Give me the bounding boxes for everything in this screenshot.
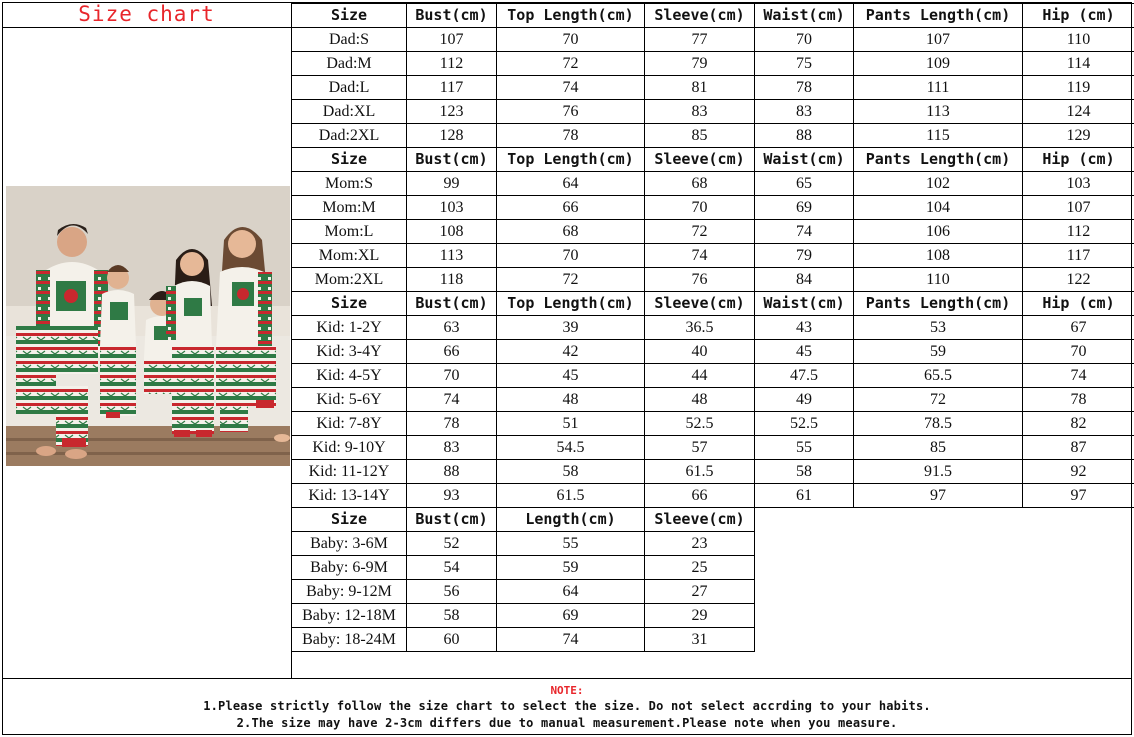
table-cell: 117 (1023, 244, 1134, 268)
header-cell: Pants Length(cm) (854, 4, 1023, 28)
table-row (292, 316, 1134, 340)
table-cell: 52.5 (755, 412, 854, 436)
table-row (292, 388, 1134, 412)
table-row (292, 100, 1134, 124)
table-cell: Baby: 9-12M (292, 580, 407, 604)
table-cell: 106 (854, 220, 1023, 244)
header-cell: Hip (cm) (1023, 4, 1134, 28)
header-cell: Sleeve(cm) (645, 292, 755, 316)
table-cell: 54 (407, 556, 497, 580)
size-chart-title: Size chart (78, 2, 215, 26)
table-cell: 74 (755, 220, 854, 244)
table-cell: 45 (755, 340, 854, 364)
table-cell: Kid: 9-10Y (292, 436, 407, 460)
table-row (292, 28, 1134, 52)
table-cell: 72 (854, 388, 1023, 412)
table-cell: 104 (854, 196, 1023, 220)
table-cell: 74 (1023, 364, 1134, 388)
table-row (292, 76, 1134, 100)
header-cell: Top Length(cm) (497, 148, 645, 172)
table-cell: 78.5 (854, 412, 1023, 436)
table-cell: 103 (1023, 172, 1134, 196)
table-row (292, 484, 1134, 508)
table-cell: Kid: 3-4Y (292, 340, 407, 364)
header-row-kid (292, 292, 1134, 316)
header-cell: Hip (cm) (1023, 292, 1134, 316)
table-row (292, 340, 1134, 364)
table-cell: 91.5 (854, 460, 1023, 484)
note-line-2: 2.The size may have 2-3cm differs due to manual measurement.Please note when you measure. (236, 716, 898, 730)
table-cell: 115 (854, 124, 1023, 148)
empty-area (755, 580, 1134, 604)
table-cell: 74 (497, 76, 645, 100)
table-cell: 44 (645, 364, 755, 388)
empty-area (755, 628, 1134, 652)
header-cell: Hip (cm) (1023, 148, 1134, 172)
table-cell: 75 (755, 52, 854, 76)
header-cell: Waist(cm) (755, 4, 854, 28)
table-cell: 27 (645, 580, 755, 604)
header-row-mom (292, 148, 1134, 172)
table-cell: 112 (1023, 220, 1134, 244)
table-cell: 97 (854, 484, 1023, 508)
table-cell: 103 (407, 196, 497, 220)
table-cell: 60 (407, 628, 497, 652)
table-row (292, 556, 1134, 580)
table-cell: 118 (407, 268, 497, 292)
table-row (292, 244, 1134, 268)
table-cell: 55 (497, 532, 645, 556)
table-cell: 56 (407, 580, 497, 604)
table-cell: 81 (645, 76, 755, 100)
header-cell: Pants Length(cm) (854, 148, 1023, 172)
table-cell: Mom:L (292, 220, 407, 244)
table-cell: 53 (854, 316, 1023, 340)
note-section (2, 678, 1132, 735)
table-cell: 114 (1023, 52, 1134, 76)
table-cell: 117 (407, 76, 497, 100)
header-cell: Top Length(cm) (497, 292, 645, 316)
table-cell: Kid: 1-2Y (292, 316, 407, 340)
table-cell: 99 (407, 172, 497, 196)
table-cell: 102 (854, 172, 1023, 196)
table-cell: 72 (497, 268, 645, 292)
table-cell: 112 (407, 52, 497, 76)
table-cell: 87 (1023, 436, 1134, 460)
table-cell: 79 (645, 52, 755, 76)
table-cell: 61 (755, 484, 854, 508)
table-row (292, 604, 1134, 628)
table-cell: 110 (1023, 28, 1134, 52)
table-cell: 66 (407, 340, 497, 364)
table-cell: 52 (407, 532, 497, 556)
table-cell: 31 (645, 628, 755, 652)
table-cell: 58 (407, 604, 497, 628)
header-cell: Size (292, 4, 407, 28)
table-cell: 129 (1023, 124, 1134, 148)
table-cell: 64 (497, 172, 645, 196)
note-title: NOTE: (550, 684, 584, 697)
header-cell: Sleeve(cm) (645, 4, 755, 28)
family-pajamas-photo (6, 186, 290, 466)
table-cell: 78 (407, 412, 497, 436)
table-cell: 59 (854, 340, 1023, 364)
table-cell: 85 (854, 436, 1023, 460)
table-cell: 61.5 (497, 484, 645, 508)
table-cell: 68 (645, 172, 755, 196)
note-line-1: 1.Please strictly follow the size chart to select the size. Do not select accrding to your habits. (203, 699, 931, 713)
table-cell: 109 (854, 52, 1023, 76)
table-cell: 42 (497, 340, 645, 364)
header-cell: Waist(cm) (755, 292, 854, 316)
table-cell: Baby: 12-18M (292, 604, 407, 628)
table-cell: 70 (645, 196, 755, 220)
table-cell: 76 (645, 268, 755, 292)
table-cell: 58 (755, 460, 854, 484)
table-cell: 40 (645, 340, 755, 364)
header-cell: Sleeve(cm) (645, 148, 755, 172)
table-cell: 55 (755, 436, 854, 460)
header-row-dad (292, 4, 1134, 28)
table-cell: 110 (854, 268, 1023, 292)
table-cell: 92 (1023, 460, 1134, 484)
table-cell: 74 (407, 388, 497, 412)
table-row (292, 364, 1134, 388)
table-cell: Kid: 7-8Y (292, 412, 407, 436)
table-cell: 76 (497, 100, 645, 124)
table-cell: 47.5 (755, 364, 854, 388)
table-cell: 88 (407, 460, 497, 484)
table-row (292, 628, 1134, 652)
table-row (292, 52, 1134, 76)
table-cell: 123 (407, 100, 497, 124)
table-row (292, 460, 1134, 484)
table-cell: 78 (497, 124, 645, 148)
table-cell: Dad:XL (292, 100, 407, 124)
header-cell: Pants Length(cm) (854, 292, 1023, 316)
empty-area (755, 556, 1134, 580)
table-cell: Baby: 6-9M (292, 556, 407, 580)
table-cell: 128 (407, 124, 497, 148)
table-row (292, 196, 1134, 220)
table-cell: Dad:M (292, 52, 407, 76)
table-cell: 85 (645, 124, 755, 148)
table-row (292, 532, 1134, 556)
table-cell: 70 (755, 28, 854, 52)
table-cell: 124 (1023, 100, 1134, 124)
table-cell: 43 (755, 316, 854, 340)
table-cell: 77 (645, 28, 755, 52)
table-cell: 72 (645, 220, 755, 244)
table-cell: 49 (755, 388, 854, 412)
table-cell: 70 (407, 364, 497, 388)
table-row (292, 124, 1134, 148)
table-cell: Kid: 11-12Y (292, 460, 407, 484)
table-cell: 119 (1023, 76, 1134, 100)
table-cell: 36.5 (645, 316, 755, 340)
table-cell: 78 (755, 76, 854, 100)
table-cell: 70 (497, 28, 645, 52)
header-row-baby (292, 508, 1134, 532)
size-table-body (292, 4, 1134, 652)
table-cell: 69 (755, 196, 854, 220)
table-cell: Mom:2XL (292, 268, 407, 292)
table-cell: 82 (1023, 412, 1134, 436)
table-cell: 59 (497, 556, 645, 580)
table-cell: Baby: 18-24M (292, 628, 407, 652)
table-cell: 83 (645, 100, 755, 124)
header-cell: Bust(cm) (407, 508, 497, 532)
table-cell: 65 (755, 172, 854, 196)
table-cell: Kid: 5-6Y (292, 388, 407, 412)
empty-area (755, 532, 1134, 556)
table-cell: 45 (497, 364, 645, 388)
size-table (291, 3, 1134, 652)
empty-area (755, 508, 1134, 532)
table-cell: Dad:2XL (292, 124, 407, 148)
table-cell: Baby: 3-6M (292, 532, 407, 556)
table-cell: 23 (645, 532, 755, 556)
table-cell: 67 (1023, 316, 1134, 340)
table-cell: 88 (755, 124, 854, 148)
table-row (292, 220, 1134, 244)
table-cell: 58 (497, 460, 645, 484)
header-cell: Length(cm) (497, 508, 645, 532)
table-cell: 25 (645, 556, 755, 580)
table-cell: 57 (645, 436, 755, 460)
table-cell: 66 (497, 196, 645, 220)
table-cell: 66 (645, 484, 755, 508)
table-cell: 108 (407, 220, 497, 244)
table-cell: 68 (497, 220, 645, 244)
table-cell: Mom:M (292, 196, 407, 220)
table-cell: 72 (497, 52, 645, 76)
table-cell: 113 (854, 100, 1023, 124)
table-cell: 74 (645, 244, 755, 268)
table-cell: Dad:S (292, 28, 407, 52)
table-cell: 107 (854, 28, 1023, 52)
table-cell: 48 (497, 388, 645, 412)
header-cell: Bust(cm) (407, 292, 497, 316)
table-cell: 84 (755, 268, 854, 292)
table-row (292, 268, 1134, 292)
table-cell: 83 (755, 100, 854, 124)
table-cell: 83 (407, 436, 497, 460)
header-cell: Size (292, 148, 407, 172)
table-cell: 64 (497, 580, 645, 604)
table-cell: 108 (854, 244, 1023, 268)
table-cell: Kid: 13-14Y (292, 484, 407, 508)
table-row (292, 412, 1134, 436)
table-row (292, 172, 1134, 196)
header-cell: Size (292, 508, 407, 532)
table-cell: 69 (497, 604, 645, 628)
table-cell: 79 (755, 244, 854, 268)
table-cell: 113 (407, 244, 497, 268)
table-cell: 39 (497, 316, 645, 340)
header-cell: Sleeve(cm) (645, 508, 755, 532)
table-cell: 61.5 (645, 460, 755, 484)
header-cell: Bust(cm) (407, 4, 497, 28)
table-cell: Mom:S (292, 172, 407, 196)
table-cell: Dad:L (292, 76, 407, 100)
table-cell: 63 (407, 316, 497, 340)
table-cell: Kid: 4-5Y (292, 364, 407, 388)
header-cell: Top Length(cm) (497, 4, 645, 28)
table-cell: 70 (497, 244, 645, 268)
table-cell: 107 (407, 28, 497, 52)
table-cell: 97 (1023, 484, 1134, 508)
table-row (292, 580, 1134, 604)
header-cell: Bust(cm) (407, 148, 497, 172)
table-cell: Mom:XL (292, 244, 407, 268)
table-cell: 54.5 (497, 436, 645, 460)
table-cell: 107 (1023, 196, 1134, 220)
family-photo-illustration (6, 186, 290, 466)
table-row (292, 436, 1134, 460)
table-cell: 65.5 (854, 364, 1023, 388)
table-cell: 78 (1023, 388, 1134, 412)
size-chart-title-cell (2, 2, 292, 28)
table-cell: 52.5 (645, 412, 755, 436)
header-cell: Size (292, 292, 407, 316)
header-cell: Waist(cm) (755, 148, 854, 172)
table-cell: 48 (645, 388, 755, 412)
table-cell: 29 (645, 604, 755, 628)
table-cell: 93 (407, 484, 497, 508)
table-cell: 111 (854, 76, 1023, 100)
empty-area (755, 604, 1134, 628)
table-cell: 70 (1023, 340, 1134, 364)
table-cell: 74 (497, 628, 645, 652)
table-cell: 51 (497, 412, 645, 436)
table-cell: 122 (1023, 268, 1134, 292)
